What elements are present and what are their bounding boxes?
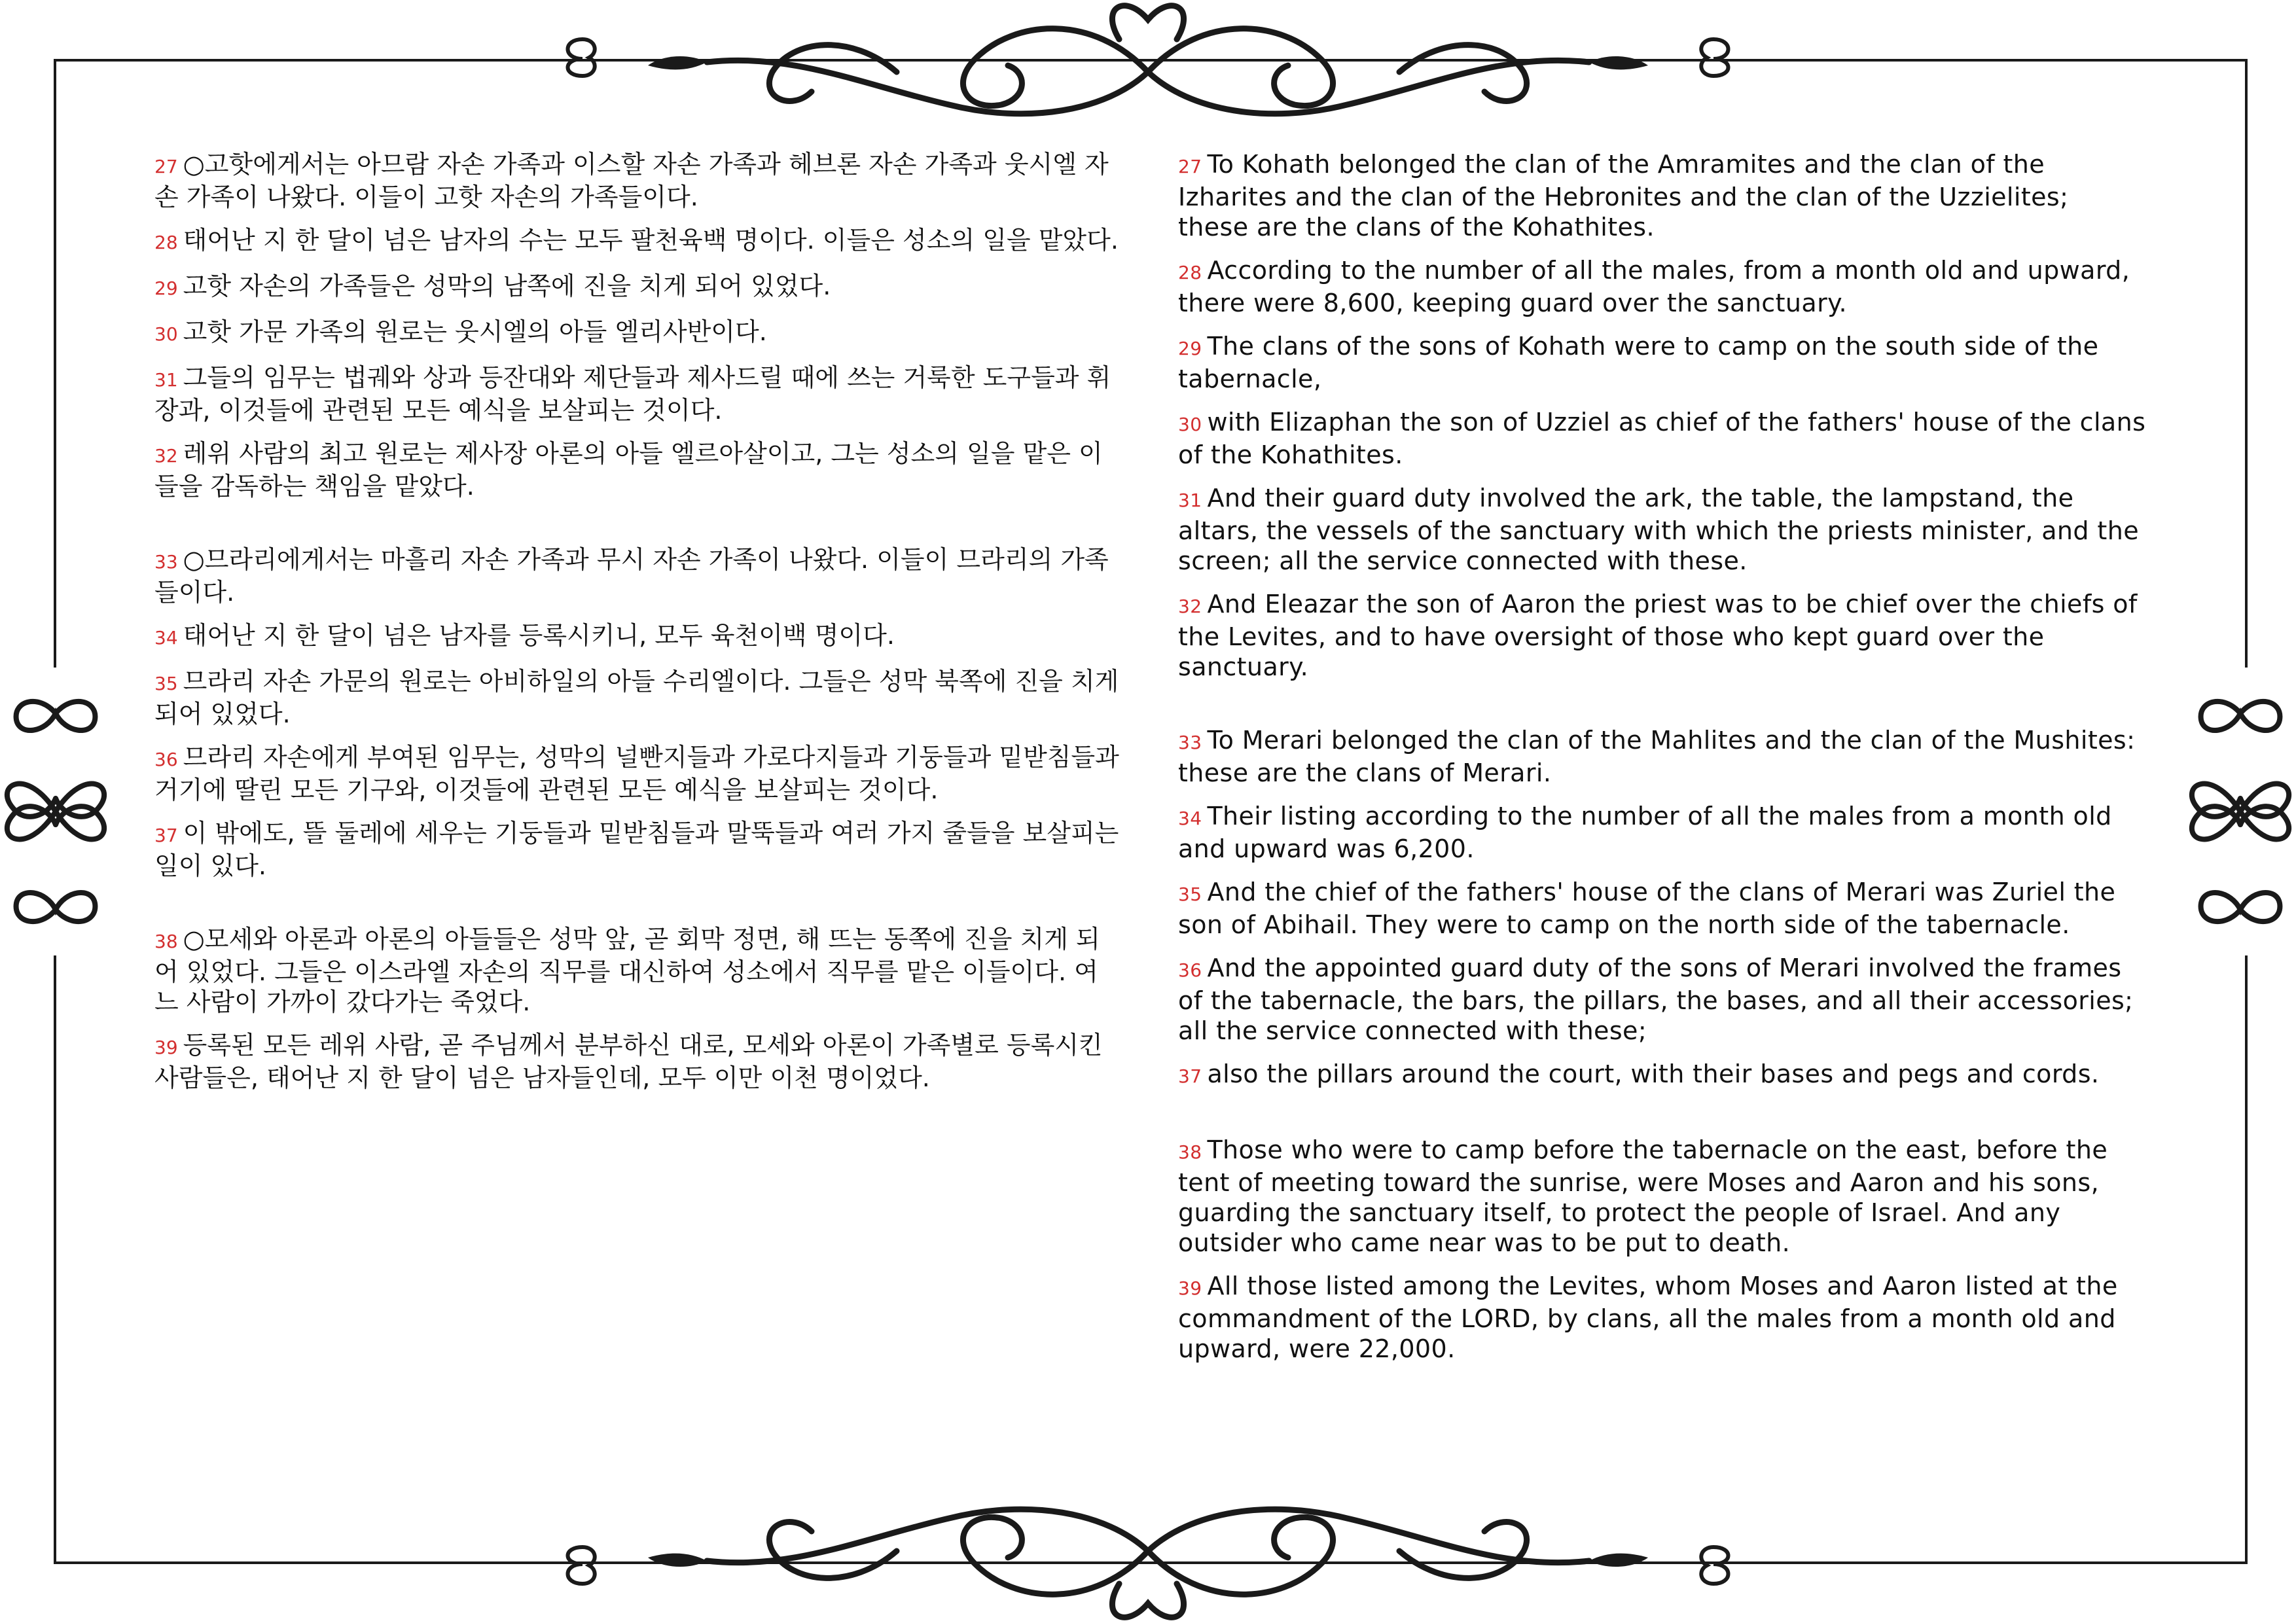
korean-verse-35 [154,666,1122,729]
verse-text: ○고핫에게서는 아므람 자손 가족과 이스할 자손 가족과 헤브론 자손 가족과 웃시엘 자손 가족이 나왔다. 이들이 고핫 자손의 가족들이다. [154,150,1109,211]
verse-text: And the chief of the fathers' house of the clans of Merari was Zuriel the son of Abihail. They were to camp on the north side of the tabernacle. [1178,878,2116,939]
korean-verse-39 [154,1030,1122,1093]
verse-number: 28 [154,232,178,253]
verse-number: 29 [1178,338,1202,359]
left-heart-scroll-icon [0,668,111,955]
top-scroll-flourish-icon [556,0,1740,144]
english-text-column [1178,149,2147,1377]
verse-number: 29 [154,277,178,299]
korean-verse-29 [154,271,1122,304]
verse-text: To Kohath belonged the clan of the Amramites and the clan of the Izharites and the clan of the Hebronites and the clan of the Uzzielites; these are the clans of the Kohathites. [1178,150,2069,241]
english-verse-35 [1178,877,2147,940]
verse-text: ○모세와 아론과 아론의 아들들은 성막 앞, 곧 회막 정면, 해 뜨는 동쪽에 진을 치게 되어 있었다. 그들은 이스라엘 자손의 직무를 대신하여 성소에서 직무를 맡은 이들이다. 여느 사람이 가까이 갔다가는 죽었다. [154,925,1100,1016]
verse-number: 39 [1178,1277,1202,1299]
verse-text: ○므라리에게서는 마흘리 자손 가족과 무시 자손 가족이 나왔다. 이들이 므라리의 가족들이다. [154,545,1109,607]
verse-number: 37 [154,825,178,846]
verse-text: All those listed among the Levites, whom Moses and Aaron listed at the commandment of the LORD, by clans, all the males from a month old and upward, were 22,000. [1178,1272,2118,1363]
verse-number: 39 [154,1037,178,1058]
korean-verse-27 [154,149,1122,212]
verse-text: with Elizaphan the son of Uzziel as chief of the fathers' house of the clans of the Kohathites. [1178,408,2146,469]
verse-number: 32 [1178,596,1202,617]
verse-number: 30 [1178,414,1202,435]
verse-number: 27 [1178,156,1202,177]
verse-text: Those who were to camp before the tabernacle on the east, before the tent of meeting toward the sunrise, were Moses and Aaron and his sons, guarding the sanctuary itself, to protect the people of Israel. And any outsider who came near was to be put to death. [1178,1135,2108,1257]
verse-text: 그들의 임무는 법궤와 상과 등잔대와 제단들과 제사드릴 때에 쓰는 거룩한 도구들과 휘장과, 이것들에 관련된 모든 예식을 보살피는 것이다. [154,363,1111,425]
verse-text: 고핫 가문 가족의 원로는 웃시엘의 아들 엘리사반이다. [183,317,767,346]
english-verse-31 [1178,483,2147,576]
english-verse-36 [1178,953,2147,1046]
english-verse-39 [1178,1271,2147,1364]
verse-number: 36 [154,749,178,770]
english-verse-30 [1178,407,2147,470]
verse-number: 38 [1178,1141,1202,1163]
verse-number: 30 [154,323,178,345]
english-verse-28 [1178,255,2147,318]
verse-number: 35 [1178,883,1202,905]
verse-number: 35 [154,673,178,694]
verse-text: Their listing according to the number of all the males from a month old and upward was 6,200. [1178,802,2112,863]
korean-verse-34 [154,620,1122,653]
korean-verse-33 [154,544,1122,607]
verse-text: And the appointed guard duty of the sons of Merari involved the frames of the tabernacle, the bars, the pillars, the bases, and all their accessories; all the service connected with these; [1178,954,2134,1045]
verse-text: And their guard duty involved the ark, the table, the lampstand, the altars, the vessels of the sanctuary with which the priests minister, and the screen; all the service connected with these. [1178,484,2139,575]
verse-text: And Eleazar the son of Aaron the priest was to be chief over the chiefs of the Levites, and to have oversight of those who kept guard over the sanctuary. [1178,590,2138,681]
verse-text: To Merari belonged the clan of the Mahlites and the clan of the Mushites: these are the clans of Merari. [1178,726,2136,787]
verse-text: 이 밖에도, 뜰 둘레에 세우는 기둥들과 밑받침들과 말뚝들과 여러 가지 줄들을 보살피는 일이 있다. [154,819,1119,880]
english-verse-27 [1178,149,2147,242]
korean-verse-28 [154,225,1122,258]
korean-text-column [154,149,1122,1106]
korean-verse-30 [154,317,1122,349]
verse-text: 레위 사람의 최고 원로는 제사장 아론의 아들 엘르아살이고, 그는 성소의 일을 맡은 이들을 감독하는 책임을 맡았다. [154,439,1103,501]
right-heart-scroll-icon [2185,668,2296,955]
korean-verse-36 [154,742,1122,805]
english-verse-29 [1178,331,2147,394]
verse-text: According to the number of all the males, from a month old and upward, there were 8,600, keeping guard over the sanctuary. [1178,256,2130,317]
verse-number: 32 [154,445,178,467]
verse-text: 므라리 자손 가문의 원로는 아비하일의 아들 수리엘이다. 그들은 성막 북쪽에 진을 치게 되어 있었다. [154,667,1119,728]
verse-text: 태어난 지 한 달이 넘은 남자를 등록시키니, 모두 육천이백 명이다. [183,621,895,650]
korean-verse-32 [154,438,1122,501]
english-verse-33 [1178,725,2147,788]
korean-verse-38 [154,924,1122,1017]
english-verse-38 [1178,1135,2147,1258]
verse-text: The clans of the sons of Kohath were to camp on the south side of the tabernacle, [1178,332,2099,393]
verse-number: 37 [1178,1065,1202,1087]
verse-number: 33 [1178,732,1202,753]
verse-text: 고핫 자손의 가족들은 성막의 남쪽에 진을 치게 되어 있었다. [183,272,831,300]
verse-number: 33 [154,551,178,573]
verse-number: 28 [1178,262,1202,283]
verse-number: 34 [154,627,178,649]
verse-text: 태어난 지 한 달이 넘은 남자의 수는 모두 팔천육백 명이다. 이들은 성소의 일을 맡았다. [183,226,1119,255]
verse-number: 27 [154,156,178,177]
korean-verse-37 [154,818,1122,881]
verse-number: 38 [154,931,178,952]
verse-number: 31 [1178,490,1202,511]
english-verse-34 [1178,801,2147,864]
verse-text: 므라리 자손에게 부여된 임무는, 성막의 널빤지들과 가로다지들과 기둥들과 밑받침들과 거기에 딸린 모든 기구와, 이것들에 관련된 모든 예식을 보살피는 것이다. [154,743,1119,804]
verse-number: 34 [1178,808,1202,829]
korean-verse-31 [154,363,1122,425]
bottom-scroll-flourish-icon [556,1479,1740,1623]
verse-number: 36 [1178,959,1202,981]
english-verse-32 [1178,589,2147,682]
verse-text: 등록된 모든 레위 사람, 곧 주님께서 분부하신 대로, 모세와 아론이 가족별로 등록시킨 사람들은, 태어난 지 한 달이 넘은 남자들인데, 모두 이만 이천 명이었다. [154,1031,1103,1092]
verse-text: also the pillars around the court, with their bases and pegs and cords. [1207,1060,2100,1088]
verse-number: 31 [154,369,178,391]
english-verse-37 [1178,1059,2147,1092]
